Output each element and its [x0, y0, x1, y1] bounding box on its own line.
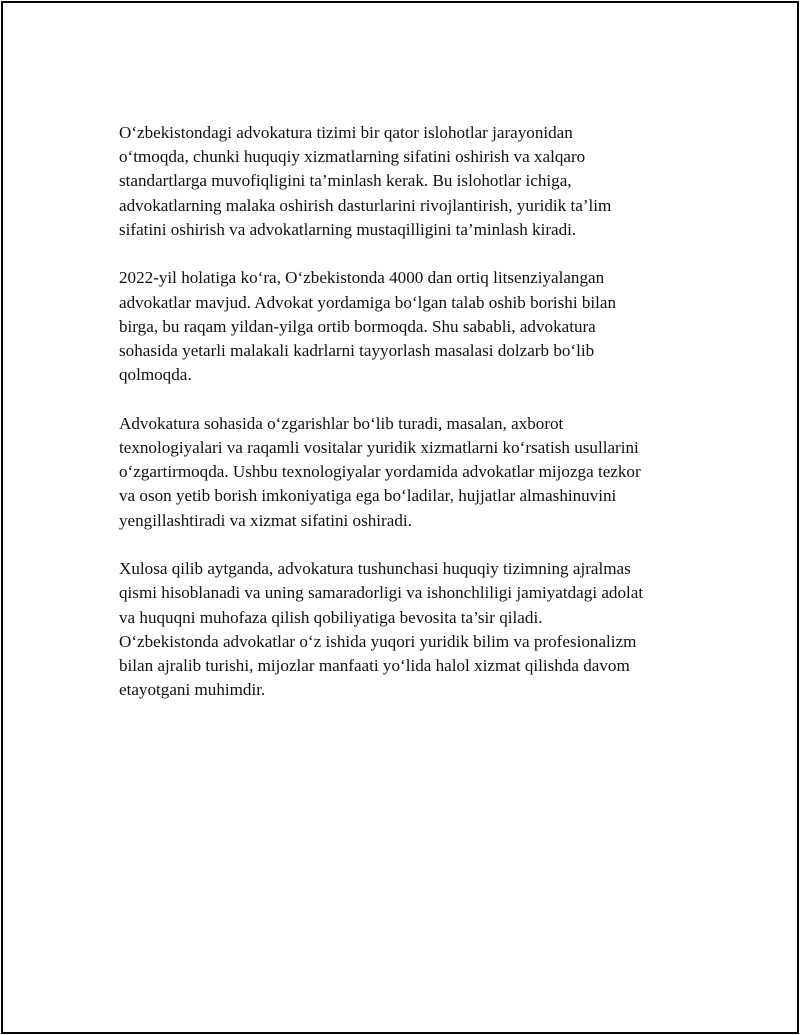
text-line: va oson yetib borish imkoniyatiga ega bo‘ladilar, hujjatlar almashinuvini	[119, 486, 617, 506]
text-line: Advokatura sohasida o‘zgarishlar bo‘lib turadi, masalan, axborot	[119, 413, 564, 433]
text-line: texnologiyalari va raqamli vositalar yuridik xizmatlarni ko‘rsatish usullarini	[119, 438, 639, 458]
text-line: sohasida yetarli malakali kadrlarni tayyorlash masalasi dolzarb bo‘lib	[119, 341, 595, 361]
text-line: 2022-yil holatiga ko‘ra, O‘zbekistonda 4000 dan ortiq litsenziyalangan	[119, 268, 605, 288]
text-line: qolmoqda.	[119, 365, 192, 385]
text-line: qismi hisoblanadi va uning samaradorligi va ishonchliligi jamiyatdagi adolat	[119, 583, 644, 603]
document-page	[1, 1, 799, 1034]
text-line: va huquqni muhofaza qilish qobiliyatiga bevosita ta’sir qiladi.	[119, 607, 543, 627]
text-line: bilan ajralib turishi, mijozlar manfaati yo‘lida halol xizmat qilishda davom	[119, 656, 630, 676]
text-line: etayotgani muhimdir.	[119, 680, 266, 700]
text-line: yengillashtiradi va xizmat sifatini oshiradi.	[119, 510, 412, 530]
text-line: o‘tmoqda, chunki huquqiy xizmatlarning sifatini oshirish va xalqaro	[119, 147, 586, 167]
document-body	[119, 121, 699, 727]
text-line: standartlarga muvofiqligini ta’minlash kerak. Bu islohotlar ichiga,	[119, 171, 572, 191]
paragraph-2	[119, 266, 699, 387]
text-line: O‘zbekistondagi advokatura tizimi bir qator islohotlar jarayonidan	[119, 123, 573, 142]
paragraph-1	[119, 121, 699, 242]
paragraph-3	[119, 412, 699, 533]
text-line: Xulosa qilib aytganda, advokatura tushunchasi huquqiy tizimning ajralmas	[119, 559, 631, 579]
text-line: O‘zbekistonda advokatlar o‘z ishida yuqori yuridik bilim va profesionalizm	[119, 631, 637, 651]
text-line: o‘zgartirmoqda. Ushbu texnologiyalar yordamida advokatlar mijozga tezkor	[119, 462, 641, 482]
text-line: advokatlar mavjud. Advokat yordamiga bo‘lgan talab oshib borishi bilan	[119, 292, 617, 312]
text-line: sifatini oshirish va advokatlarning mustaqilligini ta’minlash kiradi.	[119, 219, 577, 239]
paragraph-4	[119, 557, 699, 702]
text-line: advokatlarning malaka oshirish dasturlarini rivojlantirish, yuridik ta’lim	[119, 195, 612, 215]
text-line: birga, bu raqam yildan-yilga ortib bormoqda. Shu sababli, advokatura	[119, 316, 596, 336]
